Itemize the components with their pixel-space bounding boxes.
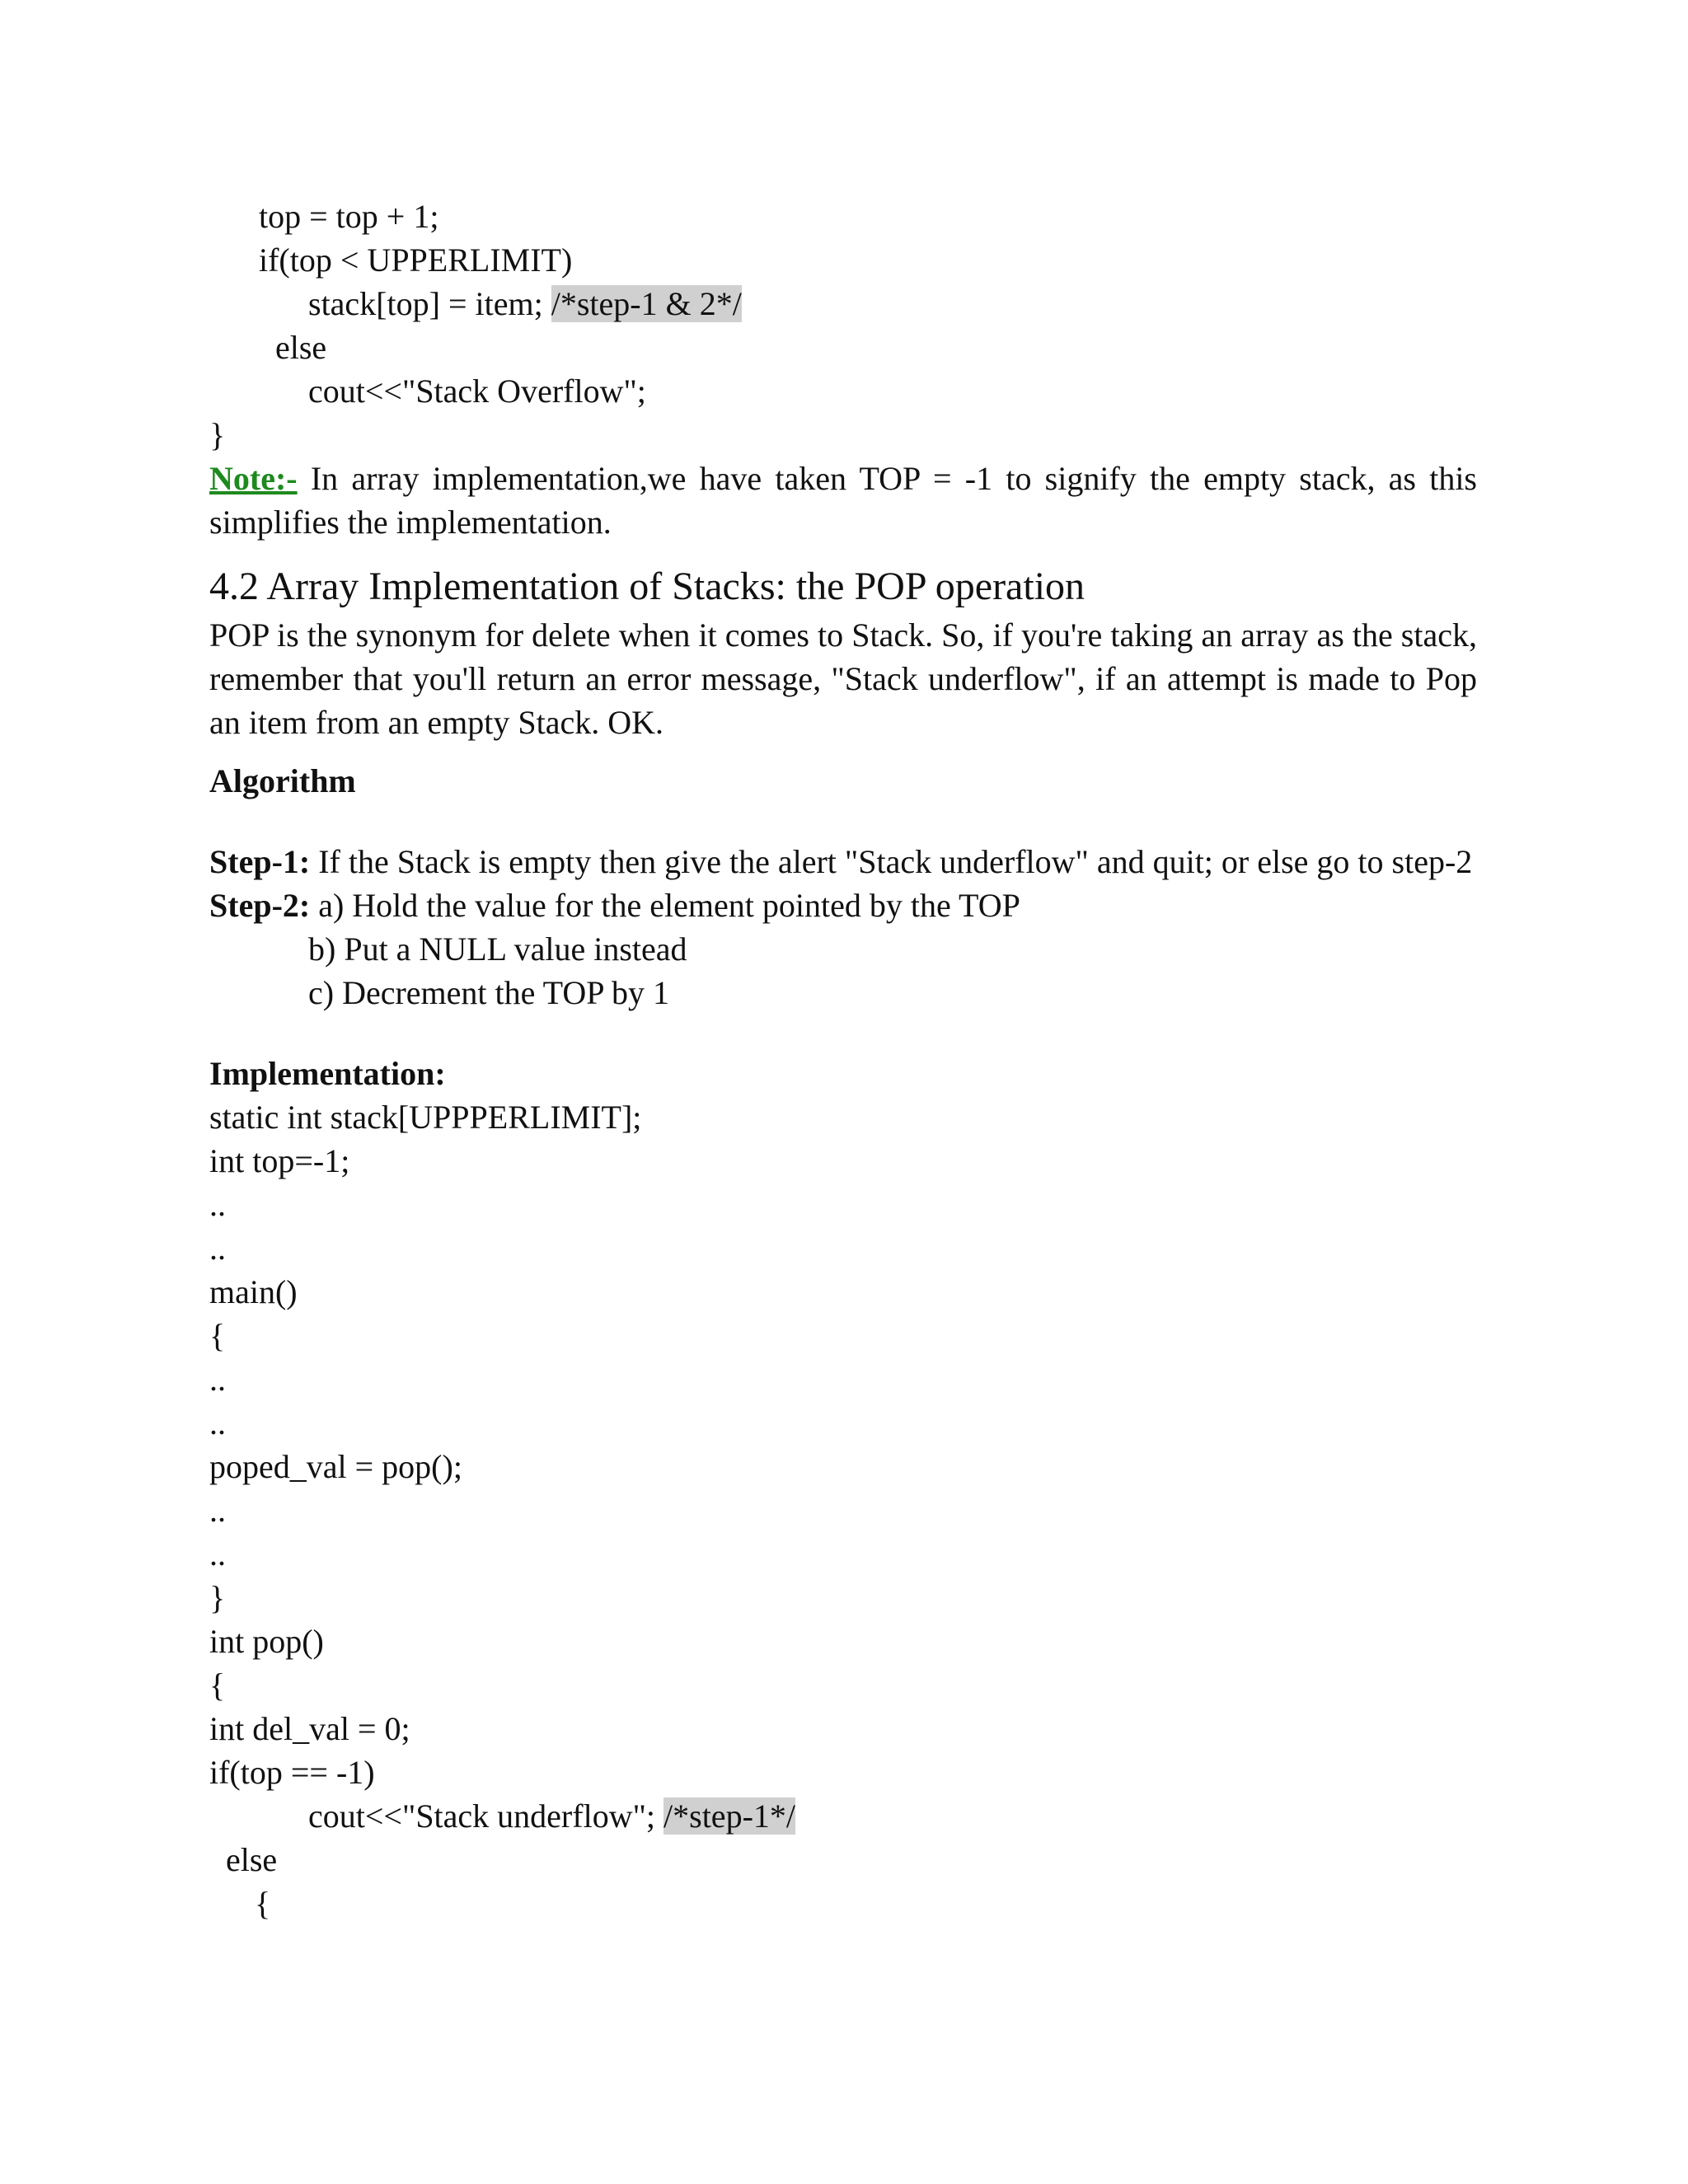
spacer [209, 744, 1477, 759]
page-content [209, 194, 1477, 1925]
code-line: { [209, 1666, 226, 1704]
highlighted-comment: /*step-1 & 2*/ [551, 285, 742, 322]
code-line: .. [209, 1186, 226, 1223]
algorithm-title: Algorithm [209, 762, 356, 799]
spacer [209, 1015, 1477, 1052]
code-line: static int stack[UPPPERLIMIT]; [209, 1099, 642, 1136]
code-line: poped_val = pop(); [209, 1448, 462, 1485]
note-label: Note:- [209, 460, 298, 497]
code-line: int top=-1; [209, 1142, 350, 1179]
section-heading: 4.2 Array Implementation of Stacks: the POP operation [209, 565, 1085, 608]
code-line: else [275, 329, 327, 366]
code-line: cout<<"Stack Overflow"; [308, 373, 646, 410]
code-line: if(top < UPPERLIMIT) [259, 241, 573, 279]
note-text: In array implementation,we have taken TOP = -1 to signify the empty stack, as this simplifies the implementation. [209, 460, 1477, 541]
code-line: } [209, 1579, 226, 1616]
implementation-title: Implementation: [209, 1055, 446, 1092]
code-line: } [209, 416, 226, 453]
code-line: { [255, 1885, 271, 1922]
code-line [209, 282, 1477, 326]
code-line: else [226, 1841, 278, 1878]
code-line: .. [209, 1361, 226, 1398]
algorithm-step-2 [209, 883, 1477, 927]
spacer [209, 544, 1477, 560]
code-line: int pop() [209, 1623, 324, 1660]
code-text: stack[top] = item; [308, 285, 551, 322]
code-line: int del_val = 0; [209, 1710, 410, 1747]
code-line: .. [209, 1535, 226, 1572]
spacer [209, 803, 1477, 840]
step-label: Step-2: [209, 887, 311, 924]
step-text: a) Hold the value for the element pointed by the TOP [310, 887, 1020, 924]
code-line: { [209, 1317, 226, 1354]
code-line: main() [209, 1273, 298, 1310]
step-text: If the Stack is empty then give the alert "Stack underflow" and quit; or else go to step-2 [310, 843, 1473, 880]
algorithm-step-1 [209, 840, 1477, 883]
code-line: .. [209, 1404, 226, 1441]
code-line [209, 1794, 1477, 1838]
step-label: Step-1: [209, 843, 311, 880]
code-line: .. [209, 1230, 226, 1267]
algorithm-substep: b) Put a NULL value instead [308, 930, 687, 968]
code-line: if(top == -1) [209, 1754, 375, 1791]
code-line: top = top + 1; [259, 198, 439, 235]
algorithm-substep: c) Decrement the TOP by 1 [308, 974, 670, 1011]
section-paragraph: POP is the synonym for delete when it comes to Stack. So, if you're taking an array as the stack, remember that you'll return an error message, "Stack underflow", if an attempt is made to Pop an item from an empty Stack. OK. [209, 616, 1477, 741]
code-text: cout<<"Stack underflow"; [308, 1797, 664, 1835]
code-line: .. [209, 1492, 226, 1529]
highlighted-comment: /*step-1*/ [663, 1797, 795, 1835]
note-paragraph [209, 457, 1477, 544]
